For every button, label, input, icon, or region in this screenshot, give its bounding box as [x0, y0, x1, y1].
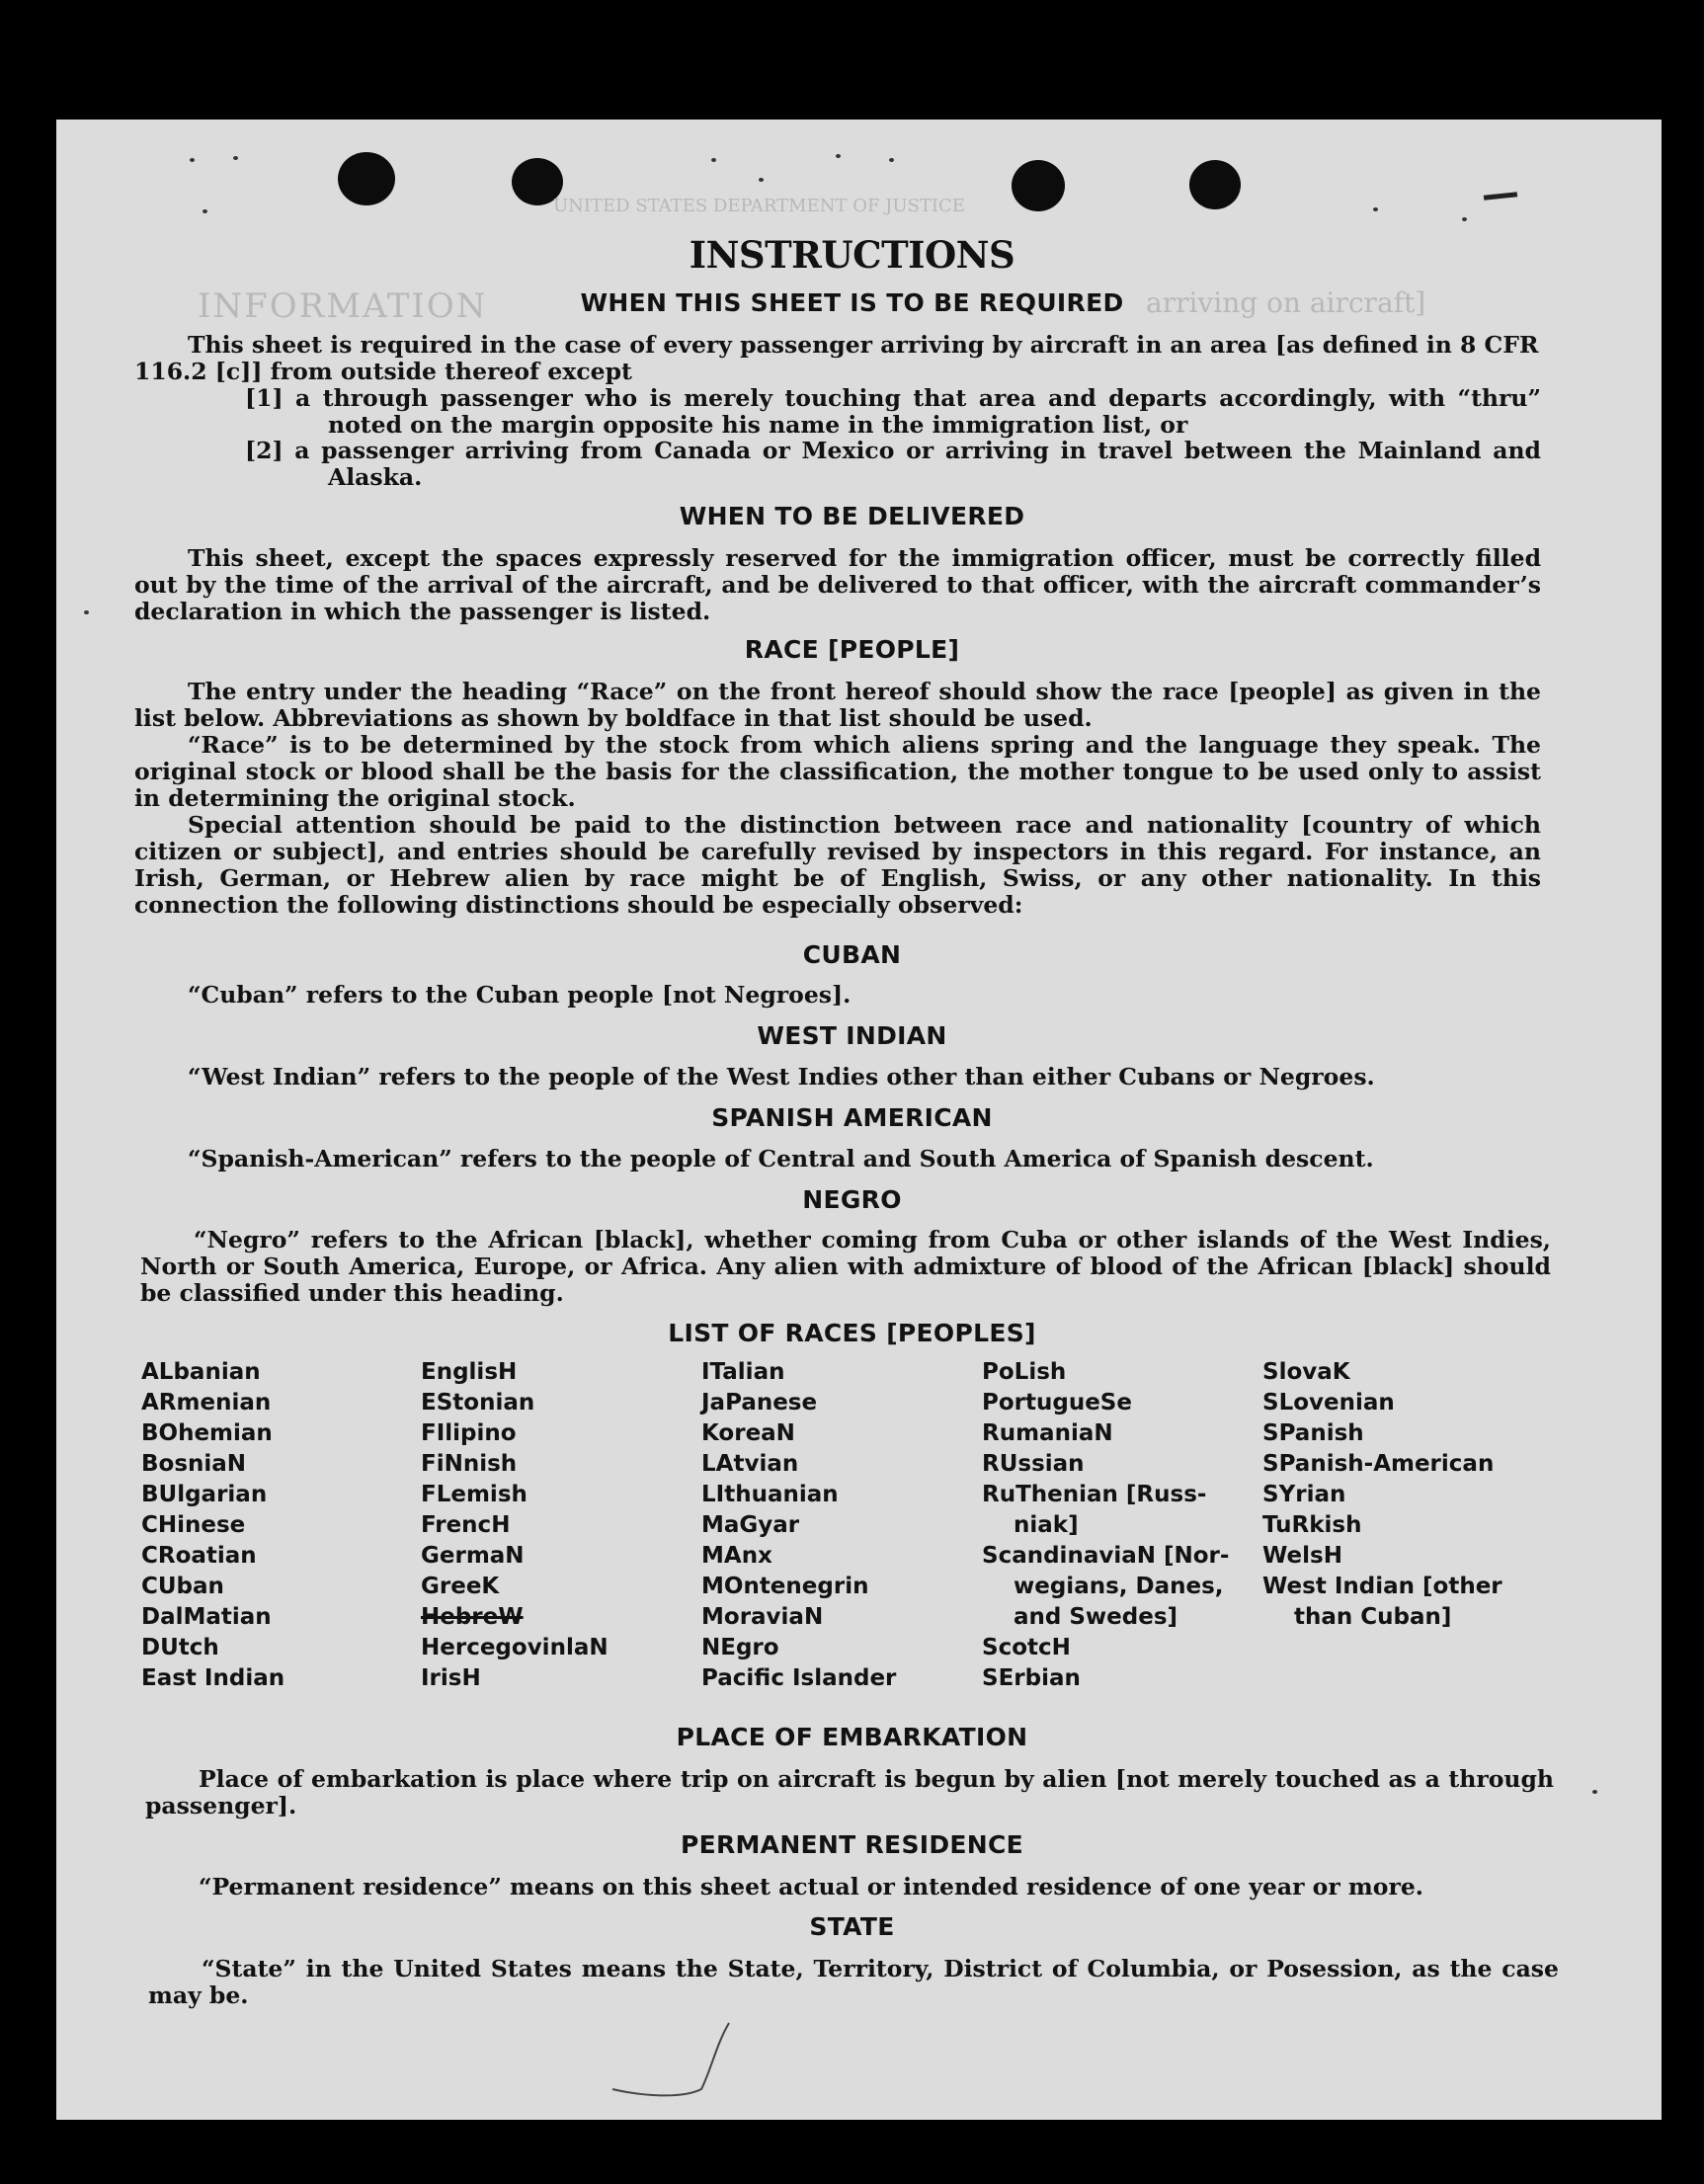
race-item: SYrian [1262, 1482, 1346, 1507]
race-item: MaGyar [701, 1512, 800, 1538]
race-item-struck: HebreW [421, 1604, 524, 1630]
race-item: niak] [1014, 1512, 1079, 1538]
race-item: LIthuanian [701, 1482, 839, 1507]
race-item: wegians, Danes, [1014, 1574, 1224, 1599]
race-item: DUtch [141, 1635, 219, 1660]
race-item: East Indian [141, 1665, 285, 1691]
race-list-column-2 [421, 1357, 609, 1694]
section-heading-state: STATE [809, 1912, 895, 1941]
required-intro: This sheet is required in the case of every passenger arriving by aircraft in an area [as defined in 8 CFR 116.2 [c]] from outside thereof except [134, 331, 1539, 385]
race-item: and Swedes] [1014, 1604, 1178, 1630]
race-item: IrisH [421, 1665, 481, 1691]
race-item: SlovaK [1262, 1359, 1350, 1385]
race-item: CRoatian [141, 1543, 257, 1569]
required-item-2: [2] a passenger arriving from Canada or Mexico or arriving in travel between the Mainland and Alaska. [245, 437, 1541, 491]
race-item: CHinese [141, 1512, 246, 1538]
race-item: West Indian [other [1262, 1574, 1502, 1599]
race-item: SErbian [982, 1665, 1081, 1691]
race-item: TuRkish [1262, 1512, 1362, 1538]
race-item: GreeK [421, 1574, 500, 1599]
race-item: MOntenegrin [701, 1574, 869, 1599]
pencil-mark [593, 2015, 741, 2104]
race-item: ScotcH [982, 1635, 1071, 1660]
spanish-american-text: “Spanish-American” refers to the people of Central and South America of Spanish descent. [188, 1145, 1374, 1173]
race-item: HercegovinlaN [421, 1635, 609, 1660]
race-item: DalMatian [141, 1604, 272, 1630]
west-indian-text: “West Indian” refers to the people of the West Indies other than either Cubans or Negroes. [188, 1063, 1375, 1091]
race-item: ScandinaviaN [Nor- [982, 1543, 1230, 1569]
race-item: PoLish [982, 1359, 1067, 1385]
section-heading-embarkation: PLACE OF EMBARKATION [676, 1723, 1028, 1751]
race-item: FiNnish [421, 1451, 518, 1477]
race-item: SLovenian [1262, 1390, 1395, 1416]
race-paragraphs: The entry under the heading “Race” on the front hereof should show the race [people] as given in the list below. Abbreviations as shown by boldface in that list should be used. “Race” is to be determined by the stock from which aliens spring and the language they speak. The original stock or blood shall be the basis for the classification, the mother tongue to be used only to assist in determining the original stock. Special attention should be paid to the distinction between race and nationality [country of which citizen or subject], and entries should be carefully revised by inspectors in this regard. For instance, an Irish, German, or Hebrew alien by race might be of English, Swiss, or any other nationality. In this connection the following distinctions should be especially observed: [134, 678, 1541, 919]
race-item: ITalian [701, 1359, 785, 1385]
section-heading-residence: PERMANENT RESIDENCE [680, 1830, 1024, 1859]
section-heading-west-indian: WEST INDIAN [757, 1021, 947, 1050]
delivered-text: This sheet, except the spaces expressly reserved for the immigration officer, must be correctly filled out by the time of the arrival of the aircraft, and be delivered to that officer, with the aircraft commander’s declaration in which the passenger is listed. [134, 544, 1541, 625]
race-item: RumaniaN [982, 1420, 1113, 1446]
race-item: FrencH [421, 1512, 511, 1538]
race-item: BosniaN [141, 1451, 247, 1477]
punch-hole [1189, 160, 1241, 209]
race-item: SPanish [1262, 1420, 1364, 1446]
race-item: WelsH [1262, 1543, 1342, 1569]
cuban-text: “Cuban” refers to the Cuban people [not Negroes]. [188, 981, 852, 1009]
race-item: ARmenian [141, 1390, 272, 1416]
punch-hole [1012, 160, 1065, 211]
page-title: INSTRUCTIONS [689, 233, 1015, 277]
embarkation-text: Place of embarkation is place where trip on aircraft is begun by alien [not merely touched as a through passenger]. [145, 1765, 1554, 1820]
required-item-1: [1] a through passenger who is merely touching that area and departs accordingly, with “thru” noted on the margin opposite his name in the immigration list, or [245, 384, 1541, 439]
section-heading-list: LIST OF RACES [PEOPLES] [668, 1319, 1036, 1347]
race-item: JaPanese [701, 1390, 818, 1416]
section-heading-delivered: WHEN TO BE DELIVERED [679, 502, 1025, 530]
race-item: MoraviaN [701, 1604, 824, 1630]
race-item: CUban [141, 1574, 224, 1599]
race-item: FIlipino [421, 1420, 517, 1446]
race-item: BOhemian [141, 1420, 273, 1446]
section-heading-race: RACE [PEOPLE] [744, 635, 960, 664]
race-item: RUssian [982, 1451, 1085, 1477]
state-text: “State” in the United States means the State, Territory, District of Columbia, or Posession, as the case may be. [148, 1955, 1559, 2009]
race-item: PortugueSe [982, 1390, 1132, 1416]
race-item: NEgro [701, 1635, 779, 1660]
race-item: than Cuban] [1294, 1604, 1452, 1630]
race-item: GermaN [421, 1543, 525, 1569]
residence-text: “Permanent residence” means on this sheet actual or intended residence of one year or more. [199, 1873, 1423, 1901]
race-list-column-4 [982, 1357, 1229, 1694]
race-item: RuThenian [Russ- [982, 1482, 1207, 1507]
section-heading-required: WHEN THIS SHEET IS TO BE REQUIRED [580, 288, 1124, 317]
race-item: LAtvian [701, 1451, 799, 1477]
race-item: FLemish [421, 1482, 527, 1507]
race-list-column-1 [141, 1357, 284, 1694]
race-item: MAnx [701, 1543, 772, 1569]
race-item: EnglisH [421, 1359, 518, 1385]
race-item: SPanish-American [1262, 1451, 1495, 1477]
race-item: KoreaN [701, 1420, 795, 1446]
section-heading-spanish-american: SPANISH AMERICAN [711, 1103, 993, 1132]
race-item: ALbanian [141, 1359, 261, 1385]
race-item: EStonian [421, 1390, 535, 1416]
section-heading-cuban: CUBAN [802, 940, 902, 969]
race-list-column-3 [701, 1357, 896, 1694]
section-heading-negro: NEGRO [802, 1185, 902, 1214]
race-item: Pacific Islander [701, 1665, 897, 1691]
race-list-column-5 [1262, 1357, 1502, 1633]
punch-hole [338, 152, 395, 205]
negro-text: “Negro” refers to the African [black], whether coming from Cuba or other islands of the West Indies, North or South America, Europe, or Africa. Any alien with admixture of blood of the African [black] should be classified under this heading. [140, 1226, 1551, 1307]
race-item: BUlgarian [141, 1482, 268, 1507]
